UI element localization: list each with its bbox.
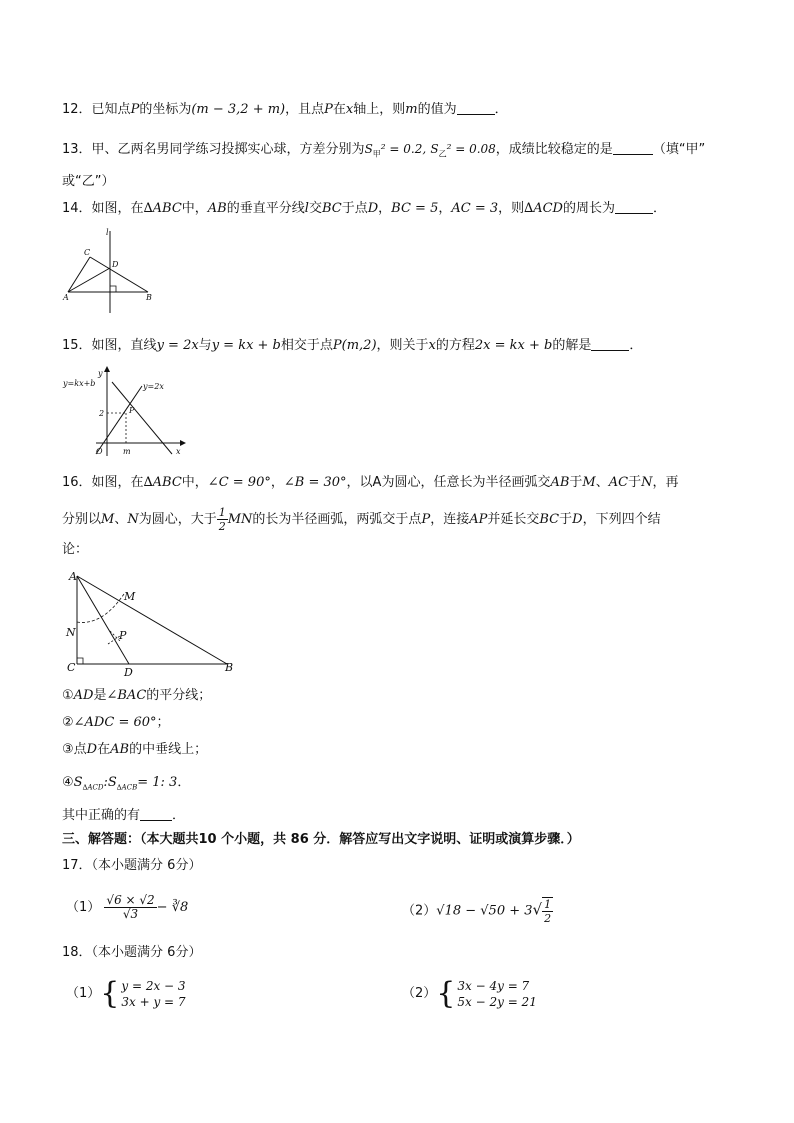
q17-p2-fraction: $\frac{1}{2}$ <box>544 898 552 925</box>
q16-answer-blank[interactable] <box>140 806 172 821</box>
question-14: 14．如图，在∆ABC中，AB的垂直平分线l交BC于点D，BC = 5，AC = 3，则∆ACD的周长为 ． <box>62 201 667 216</box>
question-12: 12．已知点P的坐标为(m − 3,2 + m)，且点P在x轴上，则m的值为 ． <box>62 102 508 117</box>
q14-label-a: A <box>63 293 69 302</box>
q14-figure <box>60 225 160 317</box>
q18-part-2: （2）{ 3x − 4y = 7 5x − 2y = 21 <box>402 975 537 1011</box>
section-3-header <box>62 830 580 850</box>
q15-label-2: 2 <box>99 409 105 418</box>
q13-answer-blank[interactable] <box>613 140 653 155</box>
q16-label-n: N <box>66 626 76 639</box>
q18-part-1: （1）{ y = 2x − 3 3x + y = 7 <box>66 975 186 1011</box>
q13-variance-yi: $S_乙^2 = 0.08$ <box>430 142 496 159</box>
q15-figure <box>60 364 190 460</box>
q15-number: 15． <box>62 338 92 353</box>
q16-number: 16． <box>62 475 92 490</box>
q16-label-d: D <box>124 666 133 678</box>
q15-label-m: m <box>123 447 131 456</box>
q16-answer-line: 其中正确的有 ． <box>62 808 186 823</box>
question-16-line3: 论： <box>62 542 89 557</box>
question-17-header: 17．（本小题满分 6分） <box>62 858 202 873</box>
q16-label-p: P <box>119 629 127 642</box>
q15-label-y: y <box>98 369 103 378</box>
q14-label-d: D <box>112 260 119 269</box>
q14-number: 14． <box>62 201 92 216</box>
q15-label-x: x <box>176 447 181 456</box>
q16-label-m: M <box>124 590 136 603</box>
q14-segment-ad <box>68 268 110 292</box>
q14-label-b: B <box>146 293 152 302</box>
q16-label-a: A <box>69 570 77 583</box>
q15-label-2x: y=2x <box>143 382 164 391</box>
q16-label-b: B <box>225 661 234 674</box>
q14-answer-blank[interactable] <box>615 199 653 214</box>
question-16-line1: 16．如图，在∆ABC中，∠C = 90°，∠B = 30°，以A为圆心，任意长为半径画弧交AB于M、AC于N，再 <box>62 475 679 490</box>
section-3-desc: （本大题共10 个小题，共 86 分．解答应写出文字说明、证明或演算步骤．） <box>140 832 580 847</box>
q16-side-ab <box>77 576 227 664</box>
q16-statement-2: ②∠ADC = 60°； <box>62 715 170 730</box>
q14-right-angle-mark <box>110 286 116 292</box>
q15-y-arrow <box>104 366 110 372</box>
q17-part-2: （2）√18 − √50 + 3√ $\frac{1}{2}$ <box>402 898 552 925</box>
q15-x-arrow <box>180 440 186 446</box>
q14-label-c: C <box>84 248 91 257</box>
q15-line-2x <box>96 386 142 454</box>
q16-segment-ad <box>77 576 129 664</box>
q15-label-kx-b: y=kx+b <box>63 379 96 388</box>
q17-part-1: （1） $\frac{√6 \times √2}{√3}$ − ∛8 <box>66 893 189 921</box>
q16-right-angle-mark <box>77 658 83 664</box>
question-13-line2: 或“乙”） <box>62 174 115 189</box>
question-13: 13．甲、乙两名男同学练习投掷实心球，方差分别为$S_甲^2 = 0.2$, $S_乙^2 = 0.08$，成绩比较稳定的是 （填“甲” <box>62 142 706 159</box>
q15-label-o: O <box>96 447 103 456</box>
q16-figure <box>62 568 242 678</box>
section-3-title: 三、解答题： <box>62 832 141 847</box>
q16-statement-4: $④S_{\Delta ACD}:S_{\Delta ACB}= 1$: 3． <box>62 775 191 792</box>
q14-label-l: l <box>106 228 109 237</box>
question-18-header: 18．（本小题满分 6分） <box>62 945 202 960</box>
q17-p1-fraction: $\frac{√6 \times √2}{√3}$ <box>106 893 155 921</box>
question-16-line2: 分别以M、N为圆心，大于 $\frac{1}{2}$ MN的长为半径画弧，两弧交于点P，连接AP并延长交BC于D，下列四个结 <box>62 506 661 533</box>
q12-number: 12． <box>62 102 92 117</box>
q16-label-c: C <box>67 661 76 674</box>
q13-number: 13． <box>62 142 92 157</box>
question-15: 15．如图，直线y = 2x与y = kx + b相交于点P(m,2)，则关于x的方程2x = kx + b的解是 ． <box>62 338 643 353</box>
q14-side-ac <box>68 257 90 292</box>
q15-answer-blank[interactable] <box>591 336 629 351</box>
q16-statement-3: ③点D在AB的中垂线上； <box>62 742 208 757</box>
q15-label-p: P <box>129 406 135 415</box>
q12-coordinate: (m − 3,2 + m) <box>191 102 286 117</box>
q12-answer-blank[interactable] <box>457 100 495 115</box>
q16-fraction-half: $\frac{1}{2}$ <box>218 506 226 533</box>
q13-variance-jia: $S_甲^2 = 0.2$, <box>364 142 427 159</box>
q16-arc-mn <box>77 594 124 622</box>
q16-statement-1: ①AD是∠BAC的平分线； <box>62 688 212 703</box>
